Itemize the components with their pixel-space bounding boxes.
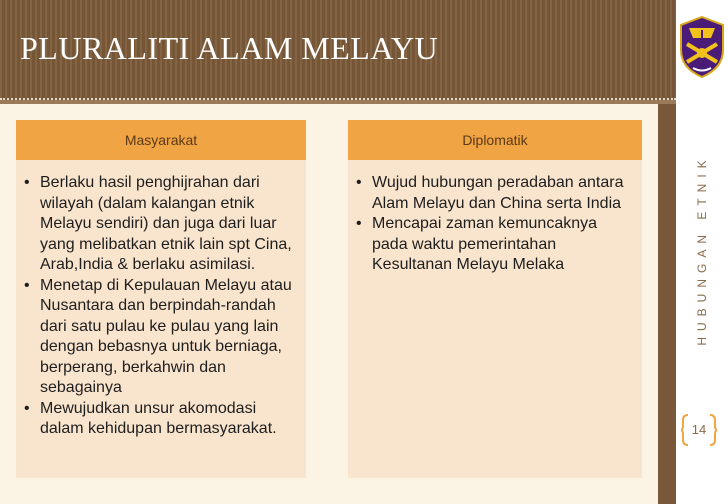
- list-masyarakat: [24, 173, 300, 440]
- page-number-box: [681, 414, 717, 446]
- list-item: • Mewujudkan unsur akomodasi dalam kehidupan bermasyarakat.: [24, 399, 300, 440]
- header-diplomatik: Diplomatik: [348, 120, 642, 160]
- slide-title: PLURALITI ALAM MELAYU: [20, 30, 439, 66]
- header-masyarakat: Masyarakat: [16, 120, 306, 160]
- list-diplomatik: [356, 173, 634, 276]
- page-number: 14: [691, 422, 707, 437]
- university-crest-logo-icon: [679, 16, 725, 78]
- list-item: • Mencapai zaman kemuncaknya pada waktu pemerintahan Kesultanan Melayu Melaka: [356, 214, 634, 276]
- side-label: HUBUNGAN ETNIK: [695, 154, 709, 346]
- list-item: • Wujud hubungan peradaban antara Alam Melayu dan China serta India: [356, 173, 634, 214]
- list-item: • Menetap di Kepulauan Melayu atau Nusantara dan berpindah-randah dari satu pulau ke pulau yang lain dengan bebasnya untuk berniaga, berperang, berkahwin dan sebagainya: [24, 276, 300, 399]
- column-masyarakat: [16, 160, 306, 478]
- list-item: • Berlaku hasil penghijrahan dari wilayah (dalam kalangan etnik Melayu sendiri) dan juga dari luar yang melibatkan etnik lain spt Cina, Arab,India & berlaku asimilasi.: [24, 173, 300, 276]
- column-diplomatik: [348, 160, 642, 478]
